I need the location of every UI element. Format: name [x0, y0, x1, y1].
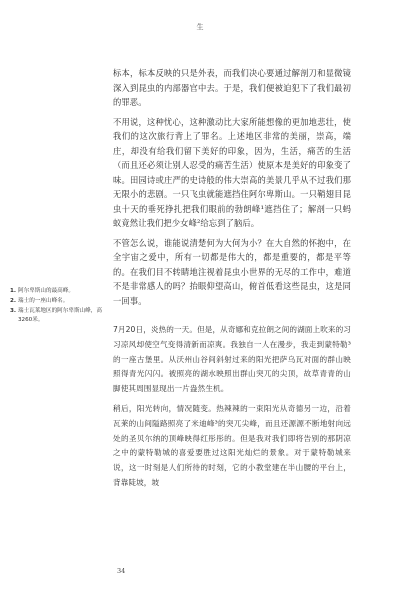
- note-number: 2.: [10, 297, 17, 304]
- diary-paragraph: 稍后，阳光转向，情况随变。热辣辣的一束阳光从奇德另一边，沿着瓦莱的山间隘路照亮了米迪峰³的突兀尖峰，而且还源源不断地射向远处的圣贝尔纳的顶峰映得红彤彤的。但是我对我们即将告别的那阴凉之中的蒙特勒城的喜爱要胜过这阳光灿烂的景象。对于蒙特勒城来说，这一时刻是人们所待的时刻，它的小教堂建在半山腰的平台上，背靠陡坡，坡: [113, 403, 351, 487]
- note-number: 1.: [10, 288, 17, 294]
- note-text: 阿尔卑斯山的最高峰。: [18, 288, 74, 294]
- diary-paragraph: 7月20日，炎热的一天。但是，从奇娜和克拉朗之间的湖面上吹来的习习凉风却使空气变得清新而凉爽。我独自一人在漫步，我走到蒙特勒³的一座古堡里。从沃州山谷间斜射过来的阳光把萨乌瓦对面的群山映照得青光闪闪。被照亮的湖水映照出群山突兀的尖顶，故草青青的山脚使其周围显现出一片盎然生机。: [113, 325, 351, 394]
- paragraph: 标本，标本反映的只是外表，而我们决心要通过解剖刀和显微镜深入到昆虫的内部器官中去。于是，我们便被迫犯下了我们最初的罪恶。: [113, 68, 351, 107]
- side-notes: [10, 287, 102, 326]
- note-item: [10, 297, 102, 307]
- note-item: [10, 287, 102, 297]
- note-text: 瑞士的一座山峰名。: [18, 297, 69, 304]
- note-item: [10, 307, 102, 327]
- section-gap: [113, 308, 351, 323]
- paragraph: 不管怎么说，谁能说清楚何为大何为小？在大自然的怀抱中，在全宇宙之爱中，所有一切都是伟大的，都是重要的，都是平等的。在我们目不转睛地注视着昆虫小世界的无尽的工作中，难道不是非常感人的吗？抬眼仰望高山，俯首低看这些昆虫，这是同一回事。: [113, 237, 351, 306]
- page-number: 34: [117, 567, 126, 575]
- note-text: 瑞士瓦莱地区的阿尔卑斯山峰，高3260米。: [18, 307, 102, 324]
- paragraph: 不用说，这种忧心，这种激动比大家所能想像的更加地悲壮，使我们的这次旅行背上了罪名。上述地区非常的美丽，崇高，端庄，却没有给我们留下美好的印象，因为，生活，痛苦的生活（而且还必须让别人忍受的痛苦生活）使原本是美好的印象变了味。田园诗或庄严的史诗般的伟大崇高的美景几乎从不过我们那无限小的悲剧。一只飞虫就能遮挡住阿尔卑斯山。一只鞘翅目昆虫十天的垂死挣扎把我们眼前的勃朗峰¹遮挡住了；解剖一只蚂蚁竟然让我们把少女峰²给忘到了脑后。: [113, 116, 351, 228]
- note-number: 3.: [10, 307, 17, 314]
- running-head: 生: [196, 23, 204, 31]
- main-text: [113, 66, 351, 491]
